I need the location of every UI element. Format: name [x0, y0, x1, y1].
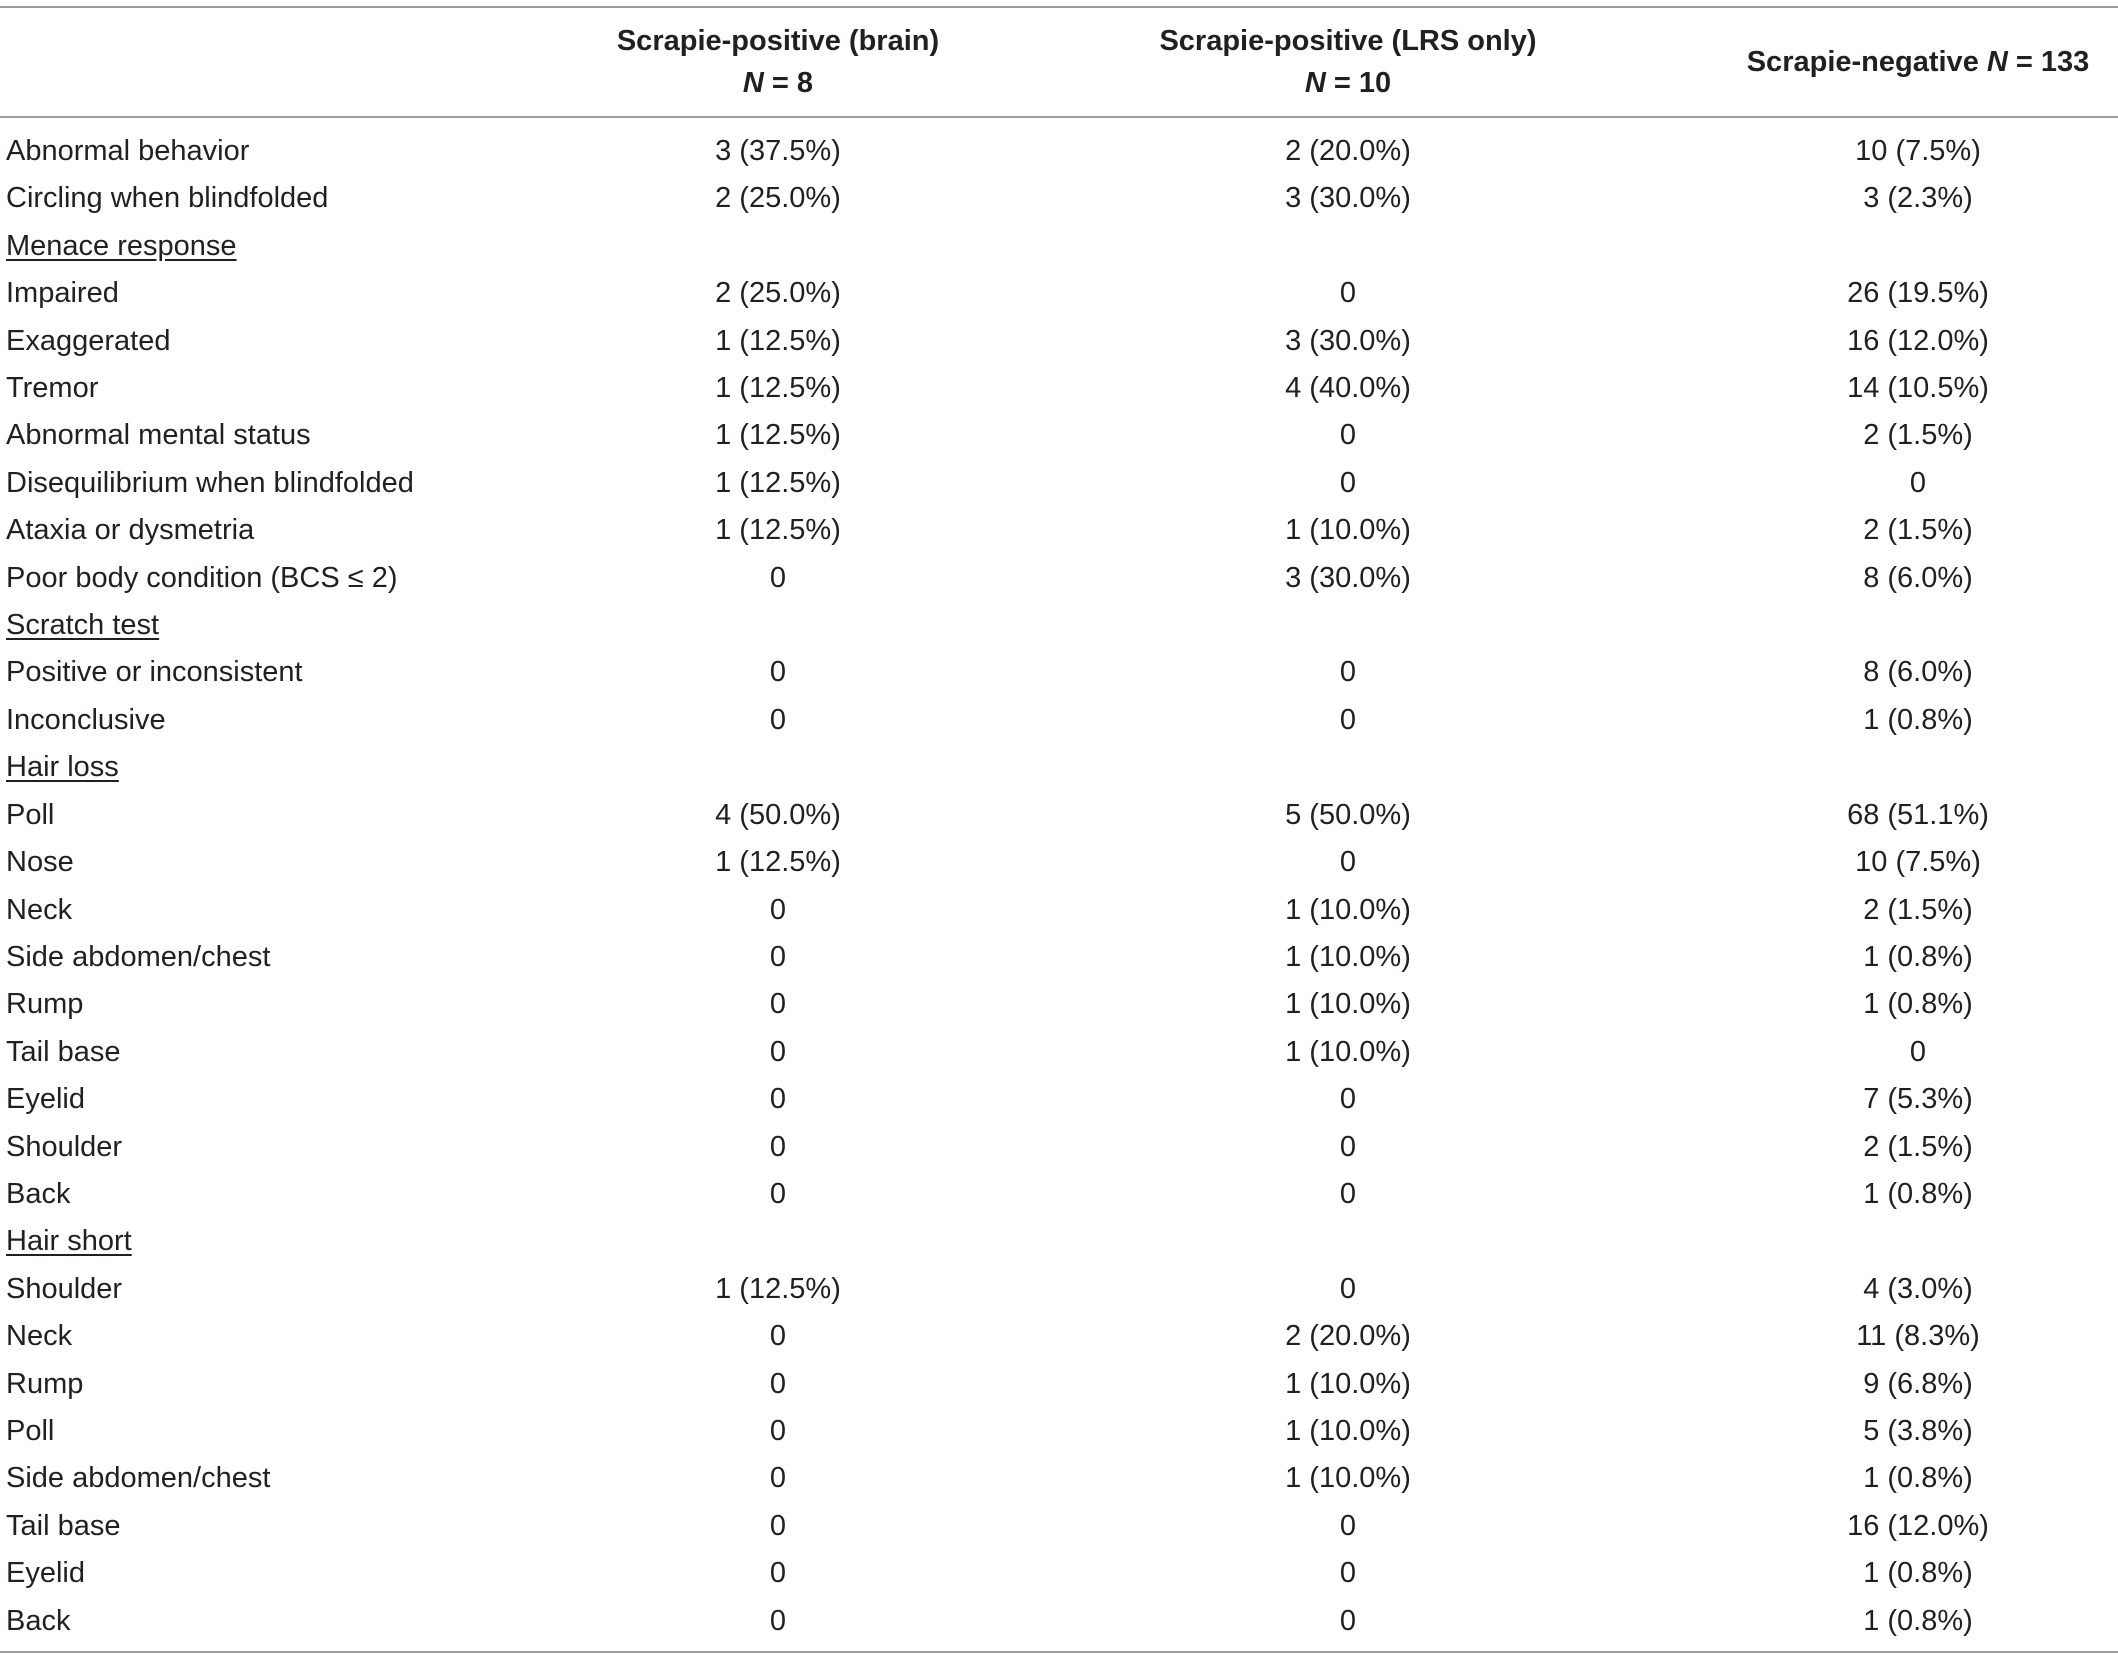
- value-cell: [1718, 223, 2118, 270]
- row-label: Neck: [6, 893, 73, 926]
- value-cell: 4 (40.0%): [1285, 372, 1411, 405]
- table-row: [0, 697, 2118, 744]
- value-cell: 2 (1.5%): [1863, 893, 1973, 926]
- table-row: [0, 1076, 2118, 1123]
- header-empty-cell: [0, 7, 578, 117]
- value-cell: 5 (50.0%): [1285, 798, 1411, 831]
- row-label-cell: [0, 117, 578, 175]
- header-n-value: = 8: [763, 67, 814, 99]
- table-row: [0, 1408, 2118, 1455]
- table-row: [0, 1598, 2118, 1652]
- row-label-cell: [0, 1503, 578, 1550]
- table-header: [0, 7, 2118, 117]
- table-row: [0, 1171, 2118, 1218]
- value-cell: [978, 744, 1718, 791]
- row-label-cell: [0, 1455, 578, 1502]
- value-cell: 1 (12.5%): [715, 466, 841, 499]
- value-cell: 11 (8.3%): [1856, 1320, 1980, 1353]
- value-cell: 2 (25.0%): [715, 182, 841, 215]
- header-n: [578, 62, 978, 104]
- header-scrapie-positive-brain: [578, 7, 978, 117]
- value-cell: 8 (6.0%): [1863, 656, 1973, 689]
- value-cell: 2 (20.0%): [1285, 135, 1411, 167]
- table-row: [0, 887, 2118, 934]
- row-label: Poor body condition (BCS ≤ 2): [6, 561, 398, 594]
- value-cell: 0: [1339, 1509, 1357, 1542]
- row-label-cell: [0, 175, 578, 222]
- value-cell: 0: [1909, 466, 1927, 499]
- value-cell: [578, 744, 978, 791]
- section-label: Menace response: [6, 229, 237, 262]
- table-row: [0, 981, 2118, 1028]
- value-cell: 0: [1339, 846, 1357, 879]
- value-cell: 0: [769, 1367, 787, 1400]
- section-label: Hair loss: [6, 751, 119, 784]
- row-label: Poll: [6, 798, 55, 831]
- row-label-cell: [0, 555, 578, 602]
- row-label: Ataxia or dysmetria: [6, 514, 255, 547]
- section-row: [0, 744, 2118, 791]
- row-label: Back: [6, 1604, 71, 1637]
- section-row: [0, 223, 2118, 270]
- header-label: Scrapie-positive (brain): [616, 25, 940, 57]
- section-row: [0, 602, 2118, 649]
- value-cell: 5 (3.8%): [1863, 1414, 1973, 1447]
- header-n-symbol: N: [1304, 67, 1326, 99]
- row-label-cell: [0, 507, 578, 554]
- value-cell: 1 (0.8%): [1863, 940, 1973, 973]
- row-label: Rump: [6, 1367, 84, 1400]
- row-label-cell: [0, 1171, 578, 1218]
- row-label-cell: [0, 223, 578, 270]
- row-label-cell: [0, 697, 578, 744]
- row-label-cell: [0, 887, 578, 934]
- value-cell: 0: [978, 1598, 1718, 1652]
- row-label: Back: [6, 1177, 71, 1210]
- header-label: Scrapie-negative: [1746, 46, 1979, 78]
- value-cell: 0: [769, 1083, 787, 1116]
- table-row: [0, 1550, 2118, 1597]
- row-label: Shoulder: [6, 1272, 123, 1305]
- row-label: Tremor: [6, 372, 99, 405]
- value-cell: 26 (19.5%): [1847, 277, 1989, 310]
- value-cell: 1 (12.5%): [715, 324, 841, 357]
- value-cell: 1 (10.0%): [1285, 514, 1411, 547]
- value-cell: 0: [1339, 1272, 1357, 1305]
- value-cell: 0: [769, 1462, 787, 1495]
- row-label: Circling when blindfolded: [6, 182, 329, 215]
- table-row: [0, 1029, 2118, 1076]
- value-cell: 1 (0.8%): [1863, 988, 1973, 1021]
- row-label: Abnormal behavior: [6, 135, 250, 167]
- table-row: [0, 1361, 2118, 1408]
- table-row: [0, 175, 2118, 222]
- value-cell: 1 (0.8%): [1863, 1557, 1973, 1590]
- value-cell: 0: [1339, 1557, 1357, 1590]
- table-row: [0, 1266, 2118, 1313]
- value-cell: 3 (37.5%): [715, 135, 841, 167]
- row-label: Shoulder: [6, 1130, 123, 1163]
- value-cell: [978, 1218, 1718, 1265]
- table-row: [0, 649, 2118, 696]
- value-cell: 0: [1339, 277, 1357, 310]
- row-label-cell: [0, 1598, 578, 1652]
- value-cell: 1 (0.8%): [1718, 1598, 2118, 1652]
- value-cell: 0: [769, 656, 787, 689]
- value-cell: 0: [769, 1414, 787, 1447]
- value-cell: 16 (12.0%): [1847, 324, 1989, 357]
- row-label-cell: [0, 649, 578, 696]
- table-row: [0, 318, 2118, 365]
- value-cell: 8 (6.0%): [1863, 561, 1973, 594]
- row-label-cell: [0, 792, 578, 839]
- table-row: [0, 1124, 2118, 1171]
- header-n-value: = 10: [1325, 67, 1392, 99]
- header-n-value: = 133: [2007, 46, 2090, 78]
- value-cell: 1 (10.0%): [1285, 1462, 1411, 1495]
- value-cell: 0: [578, 1598, 978, 1652]
- value-cell: 0: [1339, 656, 1357, 689]
- value-cell: 9 (6.8%): [1863, 1367, 1973, 1400]
- value-cell: 0: [769, 1130, 787, 1163]
- table-row: [0, 1503, 2118, 1550]
- row-label-cell: [0, 981, 578, 1028]
- header-scrapie-positive-lrs: [978, 7, 1718, 117]
- value-cell: 1 (0.8%): [1863, 1177, 1973, 1210]
- value-cell: 1 (12.5%): [715, 419, 841, 452]
- header-scrapie-negative: [1718, 7, 2118, 117]
- value-cell: 7 (5.3%): [1863, 1083, 1973, 1116]
- value-cell: 0: [1339, 419, 1357, 452]
- row-label-cell: [0, 1313, 578, 1360]
- value-cell: 2 (25.0%): [715, 277, 841, 310]
- row-label-cell: [0, 1029, 578, 1076]
- row-label: Inconclusive: [6, 703, 166, 736]
- row-label-cell: [0, 839, 578, 886]
- value-cell: 1 (12.5%): [715, 514, 841, 547]
- value-cell: 1 (12.5%): [715, 372, 841, 405]
- table-row: [0, 270, 2118, 317]
- value-cell: [1718, 1218, 2118, 1265]
- table-row: [0, 839, 2118, 886]
- value-cell: [578, 223, 978, 270]
- header-n: [978, 62, 1718, 104]
- table-row: [0, 555, 2118, 602]
- value-cell: 0: [769, 988, 787, 1021]
- value-cell: 1 (10.0%): [1285, 988, 1411, 1021]
- section-label: Scratch test: [6, 609, 160, 642]
- row-label-cell: [0, 365, 578, 412]
- value-cell: 4 (3.0%): [1863, 1272, 1973, 1305]
- value-cell: 2 (1.5%): [1863, 1130, 1973, 1163]
- row-label-cell: [0, 1266, 578, 1313]
- row-label: Side abdomen/chest: [6, 940, 271, 973]
- header-row: [0, 7, 2118, 117]
- value-cell: 2 (1.5%): [1863, 514, 1973, 547]
- row-label: Exaggerated: [6, 324, 171, 357]
- value-cell: 1 (12.5%): [715, 846, 841, 879]
- clinical-signs-table: [0, 6, 2118, 1653]
- table-row: [0, 365, 2118, 412]
- row-label-cell: [0, 744, 578, 791]
- header-n-symbol: N: [1986, 46, 2008, 78]
- row-label: Disequilibrium when blindfolded: [6, 466, 414, 499]
- header-label: Scrapie-positive (LRS only): [1159, 25, 1537, 57]
- table-row: [0, 1455, 2118, 1502]
- value-cell: [978, 223, 1718, 270]
- row-label: Nose: [6, 846, 74, 879]
- row-label: Impaired: [6, 277, 119, 310]
- value-cell: 1 (10.0%): [1285, 1367, 1411, 1400]
- value-cell: 10 (7.5%): [1855, 846, 1981, 879]
- table-row: [0, 412, 2118, 459]
- table-row: [0, 507, 2118, 554]
- row-label: Eyelid: [6, 1557, 85, 1590]
- value-cell: 68 (51.1%): [1847, 798, 1989, 831]
- value-cell: 0: [769, 893, 787, 926]
- value-cell: 0: [769, 1557, 787, 1590]
- value-cell: 0: [1339, 1130, 1357, 1163]
- value-cell: 0: [769, 703, 787, 736]
- value-cell: 0: [769, 1035, 787, 1068]
- row-label-cell: [0, 1076, 578, 1123]
- row-label: Rump: [6, 988, 84, 1021]
- row-label: Positive or inconsistent: [6, 656, 303, 689]
- table-body: [0, 117, 2118, 1652]
- value-cell: 3 (2.3%): [1863, 182, 1973, 215]
- value-cell: 0: [1339, 466, 1357, 499]
- header-n-symbol: N: [742, 67, 764, 99]
- value-cell: 1 (10.0%): [1285, 1035, 1411, 1068]
- value-cell: [578, 602, 978, 649]
- row-label: Poll: [6, 1414, 55, 1447]
- row-label: Tail base: [6, 1509, 121, 1542]
- value-cell: 2 (1.5%): [1863, 419, 1973, 452]
- row-label-cell: [0, 1408, 578, 1455]
- row-label: Tail base: [6, 1035, 121, 1068]
- row-label: Neck: [6, 1320, 73, 1353]
- value-cell: 1 (10.0%): [1285, 1414, 1411, 1447]
- value-cell: 2 (20.0%): [1285, 1320, 1411, 1353]
- section-label: Hair short: [6, 1225, 132, 1258]
- value-cell: 0: [769, 1509, 787, 1542]
- row-label-cell: [0, 412, 578, 459]
- value-cell: 0: [769, 1177, 787, 1210]
- header-n: [1987, 46, 2089, 78]
- value-cell: [578, 1218, 978, 1265]
- row-label-cell: [0, 602, 578, 649]
- value-cell: 1 (0.8%): [1863, 703, 1973, 736]
- row-label: Eyelid: [6, 1083, 85, 1116]
- table-row: [0, 460, 2118, 507]
- row-label-cell: [0, 934, 578, 981]
- table-row: [0, 117, 2118, 175]
- row-label-cell: [0, 270, 578, 317]
- value-cell: 0: [1339, 1083, 1357, 1116]
- value-cell: 0: [769, 1320, 787, 1353]
- row-label-cell: [0, 1550, 578, 1597]
- value-cell: 3 (30.0%): [1285, 182, 1411, 215]
- table-row: [0, 934, 2118, 981]
- value-cell: 1 (10.0%): [1285, 893, 1411, 926]
- value-cell: 4 (50.0%): [715, 798, 841, 831]
- row-label-cell: [0, 460, 578, 507]
- value-cell: 0: [769, 561, 787, 594]
- section-row: [0, 1218, 2118, 1265]
- value-cell: [978, 602, 1718, 649]
- value-cell: 0: [1339, 703, 1357, 736]
- table-row: [0, 792, 2118, 839]
- value-cell: [1718, 602, 2118, 649]
- table-row: [0, 1313, 2118, 1360]
- value-cell: [1718, 744, 2118, 791]
- row-label-cell: [0, 1361, 578, 1408]
- row-label-cell: [0, 1124, 578, 1171]
- value-cell: 3 (30.0%): [1285, 324, 1411, 357]
- value-cell: 14 (10.5%): [1847, 372, 1989, 405]
- row-label-cell: [0, 318, 578, 365]
- value-cell: 1 (12.5%): [715, 1272, 841, 1305]
- row-label: Side abdomen/chest: [6, 1462, 271, 1495]
- value-cell: 10 (7.5%): [1855, 135, 1981, 167]
- value-cell: 0: [769, 940, 787, 973]
- value-cell: 0: [1339, 1177, 1357, 1210]
- value-cell: 1 (10.0%): [1285, 940, 1411, 973]
- value-cell: 16 (12.0%): [1847, 1509, 1989, 1542]
- row-label-cell: [0, 1218, 578, 1265]
- value-cell: 0: [1909, 1035, 1927, 1068]
- value-cell: 1 (0.8%): [1863, 1462, 1973, 1495]
- row-label: Abnormal mental status: [6, 419, 311, 452]
- value-cell: 3 (30.0%): [1285, 561, 1411, 594]
